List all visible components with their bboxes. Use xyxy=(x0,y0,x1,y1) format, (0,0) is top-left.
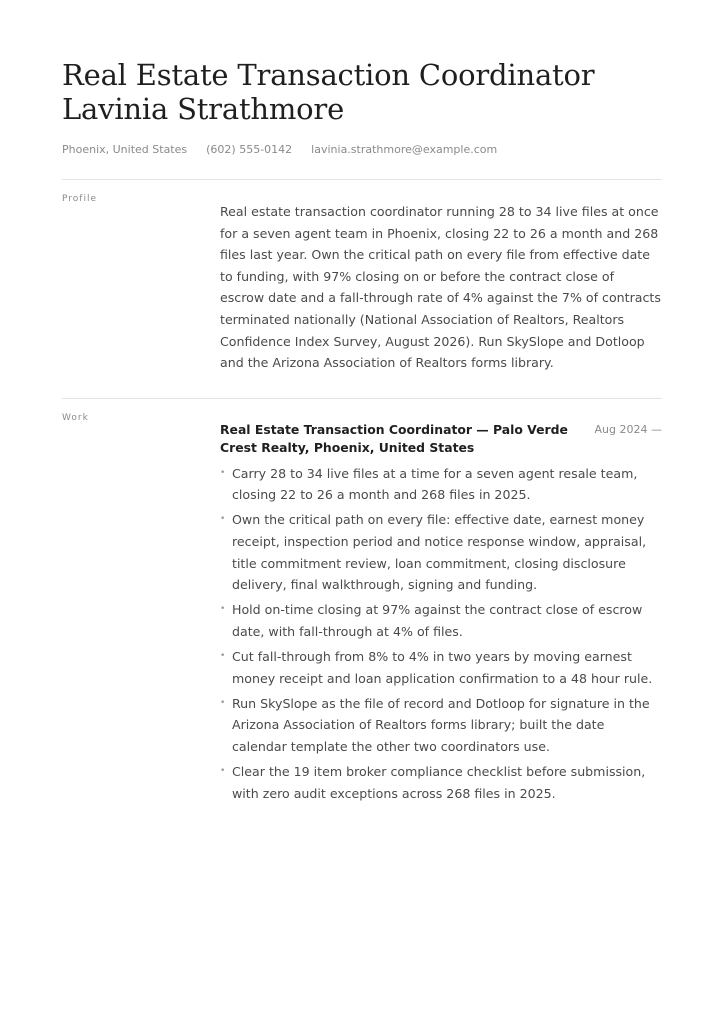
contact-email: lavinia.strathmore@example.com xyxy=(311,143,498,156)
resume-title xyxy=(62,0,662,126)
title-line-role: Real Estate Transaction Coordinator xyxy=(62,58,595,92)
work-section xyxy=(62,399,662,804)
job-dates: Aug 2024 — xyxy=(594,422,662,436)
job-bullets xyxy=(220,463,662,804)
list-item: • Clear the 19 item broker compliance checklist before submission, with zero audit exceptions across 268 files in 2025. xyxy=(220,761,662,804)
profile-label: Profile xyxy=(62,194,97,204)
list-item: • Carry 28 to 34 live files at a time for a seven agent resale team, closing 22 to 26 a month and 268 files in 2025. xyxy=(220,463,662,506)
job-title: Real Estate Transaction Coordinator — Palo Verde Crest Realty, Phoenix, United States xyxy=(220,421,568,455)
resume-page xyxy=(62,0,662,808)
contact-location: Phoenix, United States xyxy=(62,143,188,156)
job-header xyxy=(220,421,662,457)
job-entry xyxy=(220,399,662,804)
list-item: • Cut fall-through from 8% to 4% in two years by moving earnest money receipt and loan application confirmation to a 48 hour rule. xyxy=(220,646,662,689)
profile-section xyxy=(62,180,662,398)
list-item: • Hold on-time closing at 97% against the contract close of escrow date, with fall-through at 4% of files. xyxy=(220,599,662,642)
contact-line xyxy=(62,143,662,156)
list-item: • Own the critical path on every file: effective date, earnest money receipt, inspection period and notice response window, appraisal, title commitment review, loan commitment, closing disclosure delivery, final walkthrough, signing and funding. xyxy=(220,509,662,595)
title-line-name: Lavinia Strathmore xyxy=(62,92,345,126)
contact-phone: (602) 555-0142 xyxy=(206,143,293,156)
profile-text: Real estate transaction coordinator running 28 to 34 live files at once for a seven agent team in Phoenix, closing 22 to 26 a month and 268 files last year. Own the critical path on every file from effective date to funding, with 97% closing on or before the contract close of escrow date and a fall-through rate of 4% against the 7% of contracts terminated nationally (National Association of Realtors, Realtors Confidence Index Survey, August 2026). Run SkySlope and Dotloop and the Arizona Association of Realtors forms library. xyxy=(220,204,661,371)
list-item: • Run SkySlope as the file of record and Dotloop for signature in the Arizona Association of Realtors forms library; built the date calendar template the other two coordinators use. xyxy=(220,693,662,758)
work-label: Work xyxy=(62,412,89,423)
